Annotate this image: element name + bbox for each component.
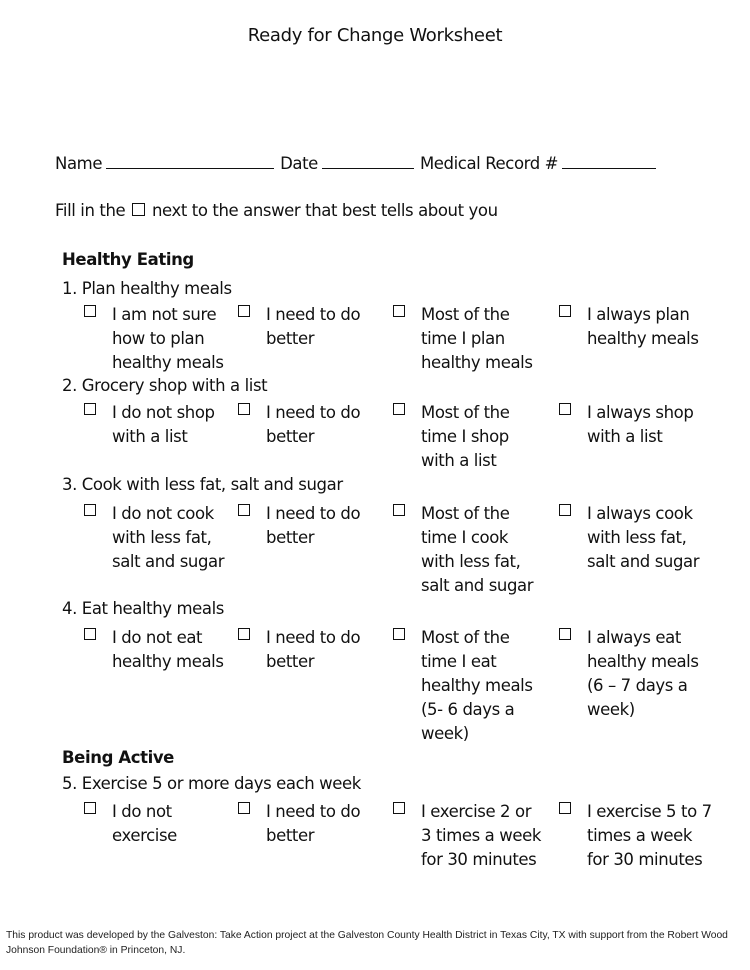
option-q2-3[interactable]: Most of the time I shop with a list bbox=[421, 401, 543, 473]
section-heading-healthy-eating: Healthy Eating bbox=[62, 250, 194, 269]
checkbox[interactable] bbox=[238, 403, 250, 415]
option-q2-4[interactable]: I always shop with a list bbox=[587, 401, 717, 449]
option-q5-2[interactable]: I need to do better bbox=[266, 800, 388, 848]
option-q3-2[interactable]: I need to do better bbox=[266, 502, 388, 550]
option-q5-4[interactable]: I exercise 5 to 7 times a week for 30 minutes bbox=[587, 800, 717, 872]
footer-credit: This product was developed by the Galveston: Take Action project at the Galveston County Health District in Texas City, TX with support from the Robert Wood Johnson Foundation® in Princeton, NJ. bbox=[6, 930, 728, 956]
date-field[interactable] bbox=[322, 154, 414, 169]
option-q4-1[interactable]: I do not eat healthy meals bbox=[112, 626, 234, 674]
checkbox[interactable] bbox=[84, 305, 96, 317]
checkbox[interactable] bbox=[559, 628, 571, 640]
option-q1-3[interactable]: Most of the time I plan healthy meals bbox=[421, 303, 543, 375]
checkbox[interactable] bbox=[393, 628, 405, 640]
checkbox[interactable] bbox=[84, 403, 96, 415]
checkbox[interactable] bbox=[238, 628, 250, 640]
option-q4-4[interactable]: I always eat healthy meals (6 – 7 days a week) bbox=[587, 626, 717, 722]
instructions bbox=[55, 201, 498, 220]
option-q3-4[interactable]: I always cook with less fat, salt and sugar bbox=[587, 502, 717, 574]
checkbox[interactable] bbox=[393, 802, 405, 814]
question-3: 3. Cook with less fat, salt and sugar bbox=[62, 475, 343, 494]
instructions-text-before: Fill in the bbox=[55, 201, 126, 220]
checkbox[interactable] bbox=[84, 628, 96, 640]
option-q1-4[interactable]: I always plan healthy meals bbox=[587, 303, 717, 351]
name-label: Name bbox=[55, 154, 103, 173]
date-label: Date bbox=[280, 154, 318, 173]
option-q4-3[interactable]: Most of the time I eat healthy meals (5- 6 days a week) bbox=[421, 626, 543, 746]
checkbox[interactable] bbox=[559, 305, 571, 317]
option-q4-2[interactable]: I need to do better bbox=[266, 626, 388, 674]
checkbox[interactable] bbox=[393, 305, 405, 317]
checkbox-icon bbox=[132, 203, 145, 216]
patient-info-fields bbox=[55, 154, 662, 173]
question-5: 5. Exercise 5 or more days each week bbox=[62, 774, 361, 793]
question-2: 2. Grocery shop with a list bbox=[62, 376, 268, 395]
medical-record-label: Medical Record # bbox=[419, 154, 559, 173]
section-heading-being-active: Being Active bbox=[62, 748, 174, 767]
checkbox[interactable] bbox=[238, 305, 250, 317]
option-q5-1[interactable]: I do not exercise bbox=[112, 800, 234, 848]
checkbox[interactable] bbox=[559, 504, 571, 516]
page-title: Ready for Change Worksheet bbox=[247, 25, 503, 46]
option-q3-3[interactable]: Most of the time I cook with less fat, salt and sugar bbox=[421, 502, 543, 598]
checkbox[interactable] bbox=[84, 504, 96, 516]
checkbox[interactable] bbox=[393, 403, 405, 415]
instructions-text-after: next to the answer that best tells about you bbox=[151, 201, 498, 220]
option-q2-1[interactable]: I do not shop with a list bbox=[112, 401, 234, 449]
option-q5-3[interactable]: I exercise 2 or 3 times a week for 30 minutes bbox=[421, 800, 543, 872]
question-4: 4. Eat healthy meals bbox=[62, 599, 224, 618]
question-1: 1. Plan healthy meals bbox=[62, 279, 232, 298]
checkbox[interactable] bbox=[84, 802, 96, 814]
medical-record-field[interactable] bbox=[562, 154, 656, 169]
option-q2-2[interactable]: I need to do better bbox=[266, 401, 388, 449]
checkbox[interactable] bbox=[238, 802, 250, 814]
checkbox[interactable] bbox=[559, 802, 571, 814]
option-q3-1[interactable]: I do not cook with less fat, salt and sugar bbox=[112, 502, 234, 574]
checkbox[interactable] bbox=[238, 504, 250, 516]
name-field[interactable] bbox=[106, 154, 274, 169]
checkbox[interactable] bbox=[559, 403, 571, 415]
option-q1-2[interactable]: I need to do better bbox=[266, 303, 388, 351]
option-q1-1[interactable]: I am not sure how to plan healthy meals bbox=[112, 303, 234, 375]
checkbox[interactable] bbox=[393, 504, 405, 516]
